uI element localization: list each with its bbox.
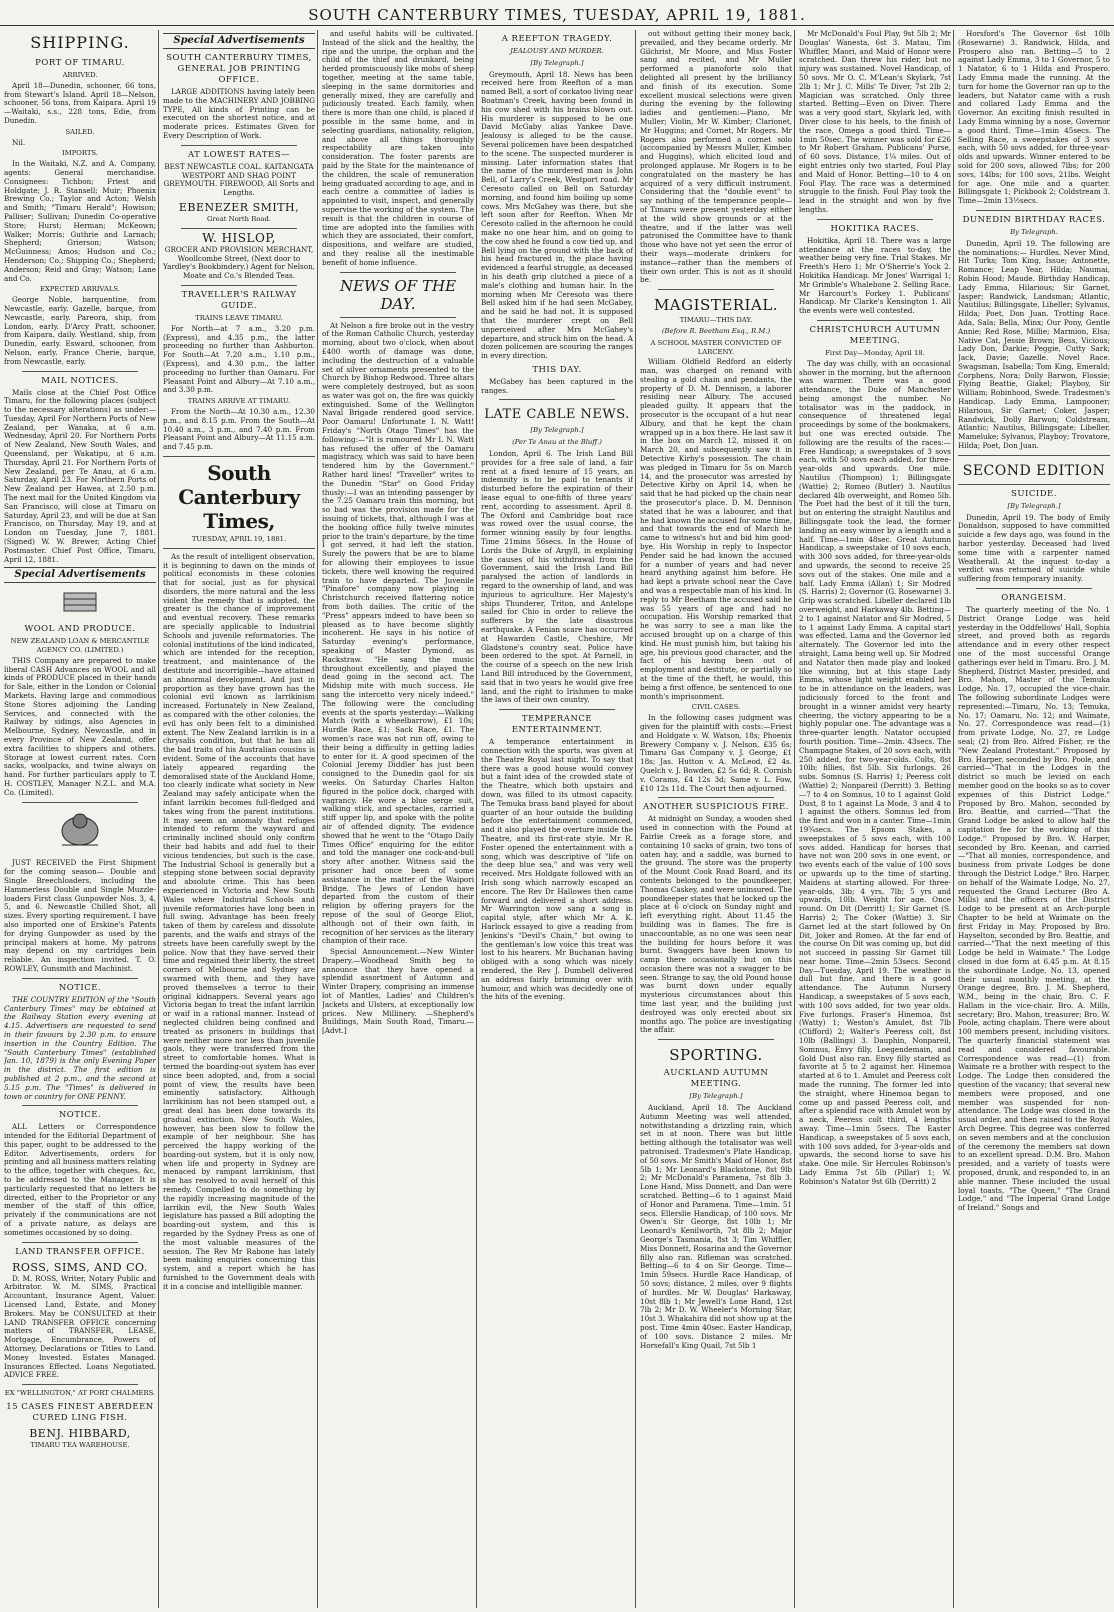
divider <box>181 228 297 229</box>
heading: MAIL NOTICES. <box>41 375 119 386</box>
article-text: Mr McDonald's Foul Play, 9st 5lb 2; Mr Douglas' Wanesta, 6st 3. Matau, Tim Whiffler, Maori, and Maid of Honor were scratched. Dan threw his rider, but no injury was sustained. Novel Handicap, of 50 sovs. Mr O. C. M'Lean's Skylark, 7st 2lb 1; Mr J. C. Mills' Te Diver, 7st 2lb 2; Magician was scratched. Only three started. Betting—Even on Diver. There was a very good start, Skylark led, with Diver close to his heels, to the finish of the race, Omega a good third. Time—1min 50sec. The winner was sold for £26 to Mr Robert Graham. Publicans' Purse, of 60 sovs. Distance, 1¼ miles. Out of eight entries only two started, Foul Play and Maid of Honor. Betting—10 to 4 on Foul Play. The race was a determined struggle to the finish. Foul Play took the lead in the straight and won by five lengths. <box>799 30 951 214</box>
subheading: TRAINS ARRIVE AT TIMARU. <box>187 397 291 406</box>
advert-text: LARGE ADDITIONS having lately been made to the MACHINERY AND JOBBING TYPE, All kinds of Printing can be executed on the shortest notice, and at moderate prices. Estimates Given for Every Description of Work. <box>163 87 315 140</box>
column-rule <box>953 30 954 1608</box>
article-text: Hokitika, April 18. There was a large attendance at the races to-day, the weather being very fine. Trial Stakes. Mr Freeth's Hero 1; Mr O'Sherrie's Yock 2. Hokitika Handicap. Mr Jones' Warrigal 1; Mr Grimble's Whalebone 2. Selling Race. Mr Harcourt's Forkey 1. Publicans' Handicap. Mr Clarke's Kensington 1. All the events were well contested. <box>799 235 951 316</box>
page-masthead: SOUTH CANTERBURY TIMES, TUESDAY, APRIL 19, 1881. <box>0 0 1114 26</box>
divider <box>181 145 297 146</box>
divider <box>22 1384 138 1385</box>
subheadline: CIVIL CASES. <box>691 703 741 712</box>
advert-text: BEST NEWCASTLE COAL. KAITANGATA WESTPORT AND SHAG POINT GREYMOUTH. FIREWOOD, All Sorts and Lengths. <box>163 161 315 198</box>
subheadline: JEALOUSY AND MURDER. <box>510 47 604 55</box>
heading: NOTICE. <box>58 982 102 993</box>
subheading: TRAINS LEAVE TIMARU. <box>195 313 283 322</box>
subheading: IMPORTS. <box>62 149 98 158</box>
column-2 <box>163 30 315 1294</box>
issue-date: TUESDAY, APRIL 19, 1881. <box>191 534 287 543</box>
gunsmith-illustration <box>4 807 156 856</box>
editorial-text: and useful habits will be cultivated. Instead of the slick and the healthy, the ripe and the unripe, the orphan and the child of the thief and drunkard, being herded promiscuously like mobs of sheep together, meeting at the same table, sleeping in the same dormitories and generally mixed, they are carefully and judiciously treated. Each family, when there is more than one child, is placed if possible in the same home, and in selecting guardians, nationality, religion, and above all things thoroughly respectability are taken into consideration. The foster parents are paid by the State for the maintenance of the children, the scale of remuneration being graduated according to age, and in each centre a committee of ladies is appointed to visit, inspect, and generally supervise the working of the system. The result is that the children in course of time are adopted into the families with which they are associated, their comfort, dispositions, and welfare are studied, and they realise all the inestimable benefit of home influence. <box>322 30 474 267</box>
column-rule <box>635 30 636 1608</box>
divider <box>340 272 456 273</box>
article-text: William Oldfield Redford an elderly man, was charged on remand with stealing a gold chain and pendants, the property of D. M. Dennison, a laborer residing near Albury. The accused pleaded guilty. It appears that the prosecutor is the occupant of a hut near Albury, and that he kept the chain wrapped up in a box there. He last saw it in the box on March 12, missed it on March 20, and subsequently saw it in Detective Kirby's possession. The chain was pledged in Timaru for 5s on March 14, and the prosecutor was arrested by Detective Kirby on April 14, when he said that he had picked up the chain near the prosecutor's place. D. M. Dennison stated that he was a labourer, and that he had known the accused for some time, and that towards the end of March he came to witness's hut and bid him good-bye. His Worship in reply to Inspector Pender said he had known the accused for a number of years and had never heard anything against him before. He had kept a private school near the Cave and was a respectable man of his kind. In reply to Mr Beetham the accused said he was 55 years of age and had no occupation. His Worship remarked that he was sorry to see a man like the accused brought up on a charge of this kind. He must punish him, but taking his age, his previous good character, and the fact of his having been out of employment and destitute, or partially so at the time of the theft, he would, this being a first offence, be sentenced to one month's imprisonment. <box>640 357 792 701</box>
notice-text: THE COUNTRY EDITION of the "South Canterbury Times" may be obtained at the Railway Station every evening at 4.15. Advertisers are requested to send in their favours by 2.30 p.m. to ensure insertion in the Country Edition. The "South Canterbury Times" (established Jan. 10, 1879) is the only Evening Paper in the district. The first edition is published at 2 p.m., and the second at 5.15 p.m. The "Times" is delivered in town or country for ONE PENNY. <box>4 994 156 1101</box>
divider <box>163 548 315 549</box>
article-text: Dunedin, April 19. The body of Emily Donaldson, supposed to have committed suicide a few days ago, was found in the harbor yesterday. Deceased had lived some time with a carpenter named Weatherall. At the inquest to-day a verdict was returned of suicide while suffering from temporary insanity. <box>958 512 1110 584</box>
article-text: At midnight on Sunday, a wooden shed used in connection with the Pound at Fairlie Creek as a forage store, and containing 10 sacks of grain, two tons of oaten hay, and a saddle, was burned to the ground. The store was the property of the Mount Cook Road Board, and its contents belonged to the poundkeeper, Thomas Caskey, and were uninsured. The poundkeeper states that he locked up the place at 6 o'clock on Sunday night and left everything right. About 11.45 the building was in flames. The fire is unaccountable, as no one was seen near the building for hours before it was burnt. Swaggers have been known to camp there occasionally but on this occasion there was not a swagger to be seen. Strange to say, the old Pound house was burnt down under equally mysterious circumstances about this time last year, and the building just destroyed was only erected about six months ago. The police are investigating the affair. <box>640 814 792 1035</box>
heading: WOOL AND PRODUCE. <box>24 624 136 635</box>
article-text: Horsford's The Governor 6st 10lb (Rosewarne) 3. Randwick, Hilda, and Prospero also ran. Betting—5 to 2 against Lady Emma, 3 to 1 Governor, 5 to 1 Natator, 6 to 1 Hilda and Prospero. Lady Emma made the running. At the turn for home the Governor ran up to the leaders, but Natator came with a rush and collared Lady Emma and the Governor. An exciting finish resulted in Lady Emma winning by a nose, Governor a good third. Time—1min 45secs. The Selling Race, a sweepstakes of 3 sovs each, with 50 sovs added, for three-year-olds and upwards. Winner entered to be sold for 200 sovs, allowed 7lbs; for 200 sovs, 14lbs; for 100 sovs, 21lbs. Weight for age. One mile and a quarter. Billingsgate 1; Pickbook 2; Coldstream 3. Time—2min 13½secs. <box>958 30 1110 206</box>
article-text: April 18—Dunedin, schooner, 66 tons, from Stewart's Island. April 18—Nelson, schooner, 56 tons, from Kaipara. April 19—Waitaki, s.s., 228 tons, Edie, from Dunedin. <box>4 80 156 125</box>
subheading: SAILED. <box>65 127 95 136</box>
divider <box>499 399 615 400</box>
headline: CHRISTCHURCH AUTUMN MEETING. <box>809 324 941 346</box>
section-title-news: NEWS OF THE DAY. <box>339 276 457 313</box>
article-text: At Nelson a fire broke out in the vestry of the Roman Catholic Church, yesterday morning, about two o'clock, when about £400 worth of damage was done, including the destruction of a valuable set of silver ornaments presented to the Church by Bishop Redwood. Three altars were completely destroyed, but as soon as water was got on, the fire was quickly extinguished. Some of the Wellington Naval Brigade rendered good service. Poor Oamaru! Unfortunate I. N. Watt! Friday's "North Otago Times" has the following:—"It is rumoured Mr I. N. Watt has refused the offer of the Oamaru magistracy, which was said to have been tendered him by the Government." Rather hard lines! "Traveller" writes to the Dunedin "Star" on Good Friday thusly:—I was an intending passenger by the 7.25 Oamaru train this morning, but so bad was the provision made for the issuing of tickets, that, although I was at the booking office fully twelve minutes prior to the train's departure, by the time I got served, it had left the station. Surely the powers that be are to blame for allowing their employees to issue tickets, there well knowing the required train to have departed. The Juvenile "Pinafore" company now playing in Christchurch received flattering notice from both dailies. The critic of the "Press" appears indeed to have been so pleased as to have become slightly incoherent. He says in his notice of Saturday evening's performance, speaking of Master Dymond, as Rackstraw. "He sang the music throughout excellently, and played the dead going in the second act. The Midship mite with much success. He sang the intercetto very nicely indeed." The following were the concluding events at the sports yesterday:—Walking Match (with a wheelbarrow), £1 10s; Hurdle Race, £1; Sack Race, £1. The women's race was not run off, owing to their being a difficulty in getting ladies to enter for it. A good specimen of the Colonial Jeremy Diddler has just been consigned to the Dunedin gaol for six weeks. On Saturday Charles Halton figured in the police dock, charged with vagrancy. He wore a blue serge suit, walking stick, and spectacles, carried a stiff upper lip, and spoke with the polite air of offended dignity. The evidence showed that he went to the "Otago Daily Times Office" enquiring for the editor and told the manager one cock-and-bull story after another. Witness said the prisoner had once been of some assistance in the matter of the Waipori Bridge. The Jews of London have departed from the custom of their religion by offering prayers for the repose of the soul of George Eliot, although not of their own faith, in recognition of her services as the literary champion of their race. <box>322 320 474 946</box>
column-1 <box>4 30 156 1452</box>
headline: HOKITIKA RACES. <box>830 223 920 234</box>
column-rule <box>476 30 477 1608</box>
headline: ANOTHER SUSPICIOUS FIRE. <box>643 802 789 813</box>
divider <box>22 371 138 372</box>
subheadline: First Day—Monday, April 18. <box>825 348 925 357</box>
divider <box>958 455 1110 456</box>
article-text: London, April 6. The Irish Land Bill provides for a free sale of land, a fair rent at a fixed tenure of 15 years, an indemnity is to be paid to tenants if disturbed before the expiration of their lease equal to one-fifth of three years' rent, according to assessment. April 8. The Oxford and Cambridge boat race was rowed over the usual course, the former winning easily by four lengths. Time 21mins 56secs. In the House of Lords the Duke of Argyll, in explaining the causes of his withdrawal from the Government, said the Irish Land Bill paralysed the action of landlords in regard to the ownership of land, and was injurious to agriculture. Her Majesty's ships Thunderer, Triton, and Antelope sailed for Chio in order to relieve the sufferers by the late disastrous earthquake. A Fenian scare has occurred at Hawarden Castle, Cheshire, Mr Gladstone's country seat. Police have been ordered to the spot. At Parnell, in the course of a speech on the new Irish Land Bill introduced by the Government, said that in two years he would give free land, and the right to Irishmen to make the laws of their own country. <box>481 449 633 705</box>
heading: NOTICE. <box>58 1110 102 1121</box>
headline: LATE CABLE NEWS. <box>484 407 630 423</box>
divider <box>958 484 1110 485</box>
merchant-sub: TIMARU TEA WAREHOUSE. <box>30 1441 130 1450</box>
divider <box>163 456 315 457</box>
headline: DUNEDIN BIRTHDAY RACES. <box>962 214 1106 225</box>
byline: [By Telegraph.] <box>530 426 584 435</box>
divider <box>976 588 1092 589</box>
article-text: The day was chilly, with an occasional shower in the morning, but the afternoon was warmer. There was a good attendance, the Duke of Manchester being amongst the number. No totalisator was in the paddock, in consequence of threatened legal proceedings by some of the bookmakers, but one was erected outside. The following are the results of the races:— Free Handicap; a sweepstakes of 3 sovs each, with 50 sovs each added, for three-year-olds and upwards. One mile. Nautilus (Thompson) 1; Billingsgate (Wattie) 2; Romeo (Butler) 3. Nautilus declared 4lb overweight, and Romeo 5lb. The Poet had the best of it till the turn, but on entering the straight Nautilus and Billingsgate took the lead, the former landing an easy winner by a length and a half. Time—1min 48sec. Great Autumn Handicap, a sweepstake of 10 sovs each, with 300 sovs added, for three-year-olds and upwards, the second to receive 25 sovs out of the stakes. One mile and a half. Lady Emma (Allan) 1; Sir Modred (S. Harris) 2; Governor (G. Rosewarne) 3. Grip was scratched. Libeller declared 1lb overweight, and Harkaway 4lb. Betting—2 to 1 against Natator and Sir Modred, 5 to 1 against Lady Emma. A capital start was effected. Lama and the Governor led alternately. The Governor led into the straight, Lama being well up. Sir Modred and Natator then made play and looked like winning, but at this stage Lady Emma, whose light weight enabled her to be in attendance on the leaders, was judiciously forced to the front and brought in a winner amidst very hearty cheering, the victory appearing to be a highly popular one. The advantage was a three-quarter length. Natator occupied fourth position. Time—2min. 43secs. The Champagne Stakes, of 20 sovs each, with 250 added, for two-year-olds. Colts, 8st 10lb; fillies, 8st 5lb. Six furlongs. 26 subs. Somnus (S. Harris) 1; Peeress colt (Wattie) 2; Nonpareil (Derritt) 3. Betting—7 to 4 on Somnus, 10 to 1 against Gold Dust, 8 to 1 against La Mode, 3 and 4 to 1 against the others. Somnus led from the first and won in a canter. Time—1min 19¾secs. The Epsom Stakes, a sweepstakes of 5 sovs each, with 100 sovs added. Handicap for horses that have not won 200 sovs in one event, or two events each of the value of 100 sovs or upwards up to the time of starting. Maidens at starting allowed. For three-year-olds, 3lb; 4 yrs, 7lb; 5 yrs and upwards, 10lb. Weight for age. Once round. On Dit (Derritt) 1; Sir Garnet (S. Harris) 2; The Coker (Wattie) 3. Sir Garnet led at the start followed by On Dit, Joker and Romeo. At the far end of the course On Dit was coming up, but did not succeed in passing Sir Garnet till near home. Time—2min 53secs. Second Day—Tuesday, April 19. The weather is dull but fine, and there is a good attendance. The Autumn Nursery Handicap, a sweepstakes of 5 sovs each, with 100 sovs added, for two year olds. Five furlongs. Fraser's Hinemoa, 8st (Watty) 1; Weston's Amulet, 8st 7lb (Clifford) 2; Walter's Peeress colt, 8st 10lb (Ballings) 3. Dauphin, Nonpareil, Somnus, Envy filly, Loegendemain, and Gold Dust also ran. Envy filly started as favorite at 5 to 2 against her. Hinemoa started at 6 to 1. Amulet and Peeress colt made the running. The former led into the straight, where Hinemoa began to come up and passed Peeress colt, and after a splendid race with Amulet won by a neck, Peeress colt third, 4 lengths away. Time—1min 5secs. The Easter Handicap, a sweepstakes of 5 sovs each, with 100 sovs added, for 3-year-olds and upwards, the second horse to save his stake. One mile. Sir Hercules Robinson's Lady Emma 7st 5lb (Pillar) 1; W. Robinson's Natator 9st 6lb (Derritt) 2 <box>799 358 951 1186</box>
advert-text: D. M. ROSS, Writer, Notary Public and Arbitrator. W. M. SIMS, Practical Accountant, Insurance Agent, Valuer. Licensed Land, Estate, and Money Brokers. May be CONSULTED at their LAND TRANSFER OFFICE concerning matters of TRANSFER, LEASE, Mortgage, Encumbrance, Powers of Attorney, Declarations or Titles to Land. Money Invested. Estates Managed. Insurances Effected. Loans Negotiated. ADVICE FREE. <box>4 1273 156 1380</box>
divider <box>499 709 615 710</box>
merchant-name: BENJ. HIBBARD, <box>29 1427 131 1441</box>
article-text: Nil. <box>12 137 26 147</box>
column-rule <box>317 30 318 1608</box>
column-6 <box>799 30 951 1189</box>
article-text: In the following cases judgment was given for the plaintiff with costs:—Friest and Holdgate v. W. Watson, 18s; Phoenix Brewery Company v. J. Nelson, £35 6s; Timaru Gas Company v. J. George, £1 18s; Jas. Hutton v. A. McLeod, £2 4s. Quelch v. J. Bowden, £2 5s 6d; R. Cornish v. Corams, £4 12s 3d; Same v. L. Fow, £10 12s 11d. The Court then adjourned. <box>640 713 792 793</box>
article-text: Auckland, April 18. The Auckland Autumn Meeting was well attended, notwithstanding a drizzling rain, which set in at noon. There was but little betting although the totalisator was well patronised. Tradesmen's Plate Handicap, of 50 sovs. Mr Smith's Maid of Honor, 8st 5lb 1; Mr Leonard's Blackstone, 8st 9lb 2; Mr McDonald's Paramena, 7st 8lb 3. Lone Hand, Miss Donnett, and Dan were scratched. Betting—6 to 1 against Maid of Honor and Paramena. Time—1min. 51 secs. Ellerslie Handicap, of 100 sovs. Mr Owen's Sir George, 8st 10lb 1; Mr Leonard's Kenilworth, 7st 8lb 2; Major George's Tasmania, 8st 3; Tim Whiffler, Miss Donnett, Rosarina and the Governor filly also ran. Rifleman was scratched. Betting—6 to 4 on Sir George. Time—1min 59secs. Hurdle Race Handicap, of 50 sovs; distance, 2 miles, over 9 flights of hurdles. Mr W. Douglas' Harkaway, 10st 8lb 1; Mr Jewell's Lone Hand, 12st 7lb 2; Mr D. W. Wheeler's Morning Star, 10st 3. Whakahira did not show up at the post. Time 4min 40sec. Easter Handicap, of 100 sovs. Distance 2 miles. Mr Horsefall's King Quail, 7st 5lb 1 <box>640 1103 792 1350</box>
article-text: Greymouth, April 18. News has been received here from Reefton of a man named Bell, a sort of cockatoo living near Boatman's Creek, having been found in his cow shed with his brains blown out. His murderer is supposed to be one David McGaby alias Yankee Dave. Jealousy is alleged to be the cause. Several policemen have been despatched to the scene. The suspected murderer is missing. Later information states that the name of the murdered man is John Bell, of Larry's Creek, Westport road. Mr Ceresoto called on Bell on Saturday morning, and found him boiling up some cows. Mrs McGahey was there, but she left soon after for Reefton. When Mr Ceresoto called in the afternoon he could make no one hear him, and on going to the cow shed he found a cow tied up, and Bell lying on the ground with the back of his head fractured in, the place having evidenced a fearful struggle, as deceased in his death grip clutched a piece of a male's clothing and human hair. In the morning when Mr Ceresoto was there Bell asked him if he had seen McGabey, and he said he had not. It is supposed that the murderer crept on Bell unperceived after Mrs McGahey's departure, and struck him on the head. A dozen policemen are scouring the ranges in every direction. <box>481 69 633 361</box>
divider <box>181 285 297 286</box>
section-banner: Special Advertisements <box>4 567 156 583</box>
article-text: The quarterly meeting of the No. 1 District Orange Lodge was held yesterday in the Oddfellows' Hall, Sophia street, and proved both as regards attendance and in every other respect one of the most successful Orange gatherings ever held in Timaru. Bro. J. M. Shepherd, District Master, presided, and Bro. Mahon, Master of the Temuka Lodge, No. 17, occupied the vice-chair. The following subordinate Lodges were represented:—Timaru, No. 13; Temuka, No. 17; Oamaru, No. 12; and Waimate, No. 27. Correspondence was read—(1) from private Lodge, No. 27, re Lodge seal; (2) from Bro. Alfred Fisher, re the "New Zealand Protestant." Proposed by Bro. Harper, seconded by Bro. Poole, and carried—"That in the Lodges in the district so much be levied on each member good on the books so as to cover expenses of this District Lodge." Proposed by Bro. Mahon, seconded by Bro. Beattie, and carried—"That the Grand Lodge be asked to allow half the capitation fee for the working of this Lodge." Proposed by Bro. W. Harper, seconded by Bro. Keenan, and carried—"That all monies, correspondence, and business from private Lodges be done through the District Lodge." Bro. Harper, on behalf of the Waimate Lodge, No. 27, requested the Grand Lecturer (Bro A. Mills) and the officers of the District Lodge to be present at an Arch-purple Chapter to be held at Waimate on the first Friday in May. Proposed by Bro. Hayselton, seconded by Bro. Beattie, and carried—"That the next meeting of this Lodge be held in Waimate." The Lodge closed in due form at 6.45 p.m. At 8.15 the subordinate Lodge, No. 13, opened their usual monthly meeting, at the Orange degree, Bro. J. M. Shepherd, W.M., being in the chair, Bro. C. F. Hallam in the vice-chair. Bro. A. Mills, secretary; Bro. Mahon, treasurer; Bro. W. Poole, acting chaplain. There were about 100 members present, including visitors. The quarterly financial statement was read and considered favourable. Correspondence was read—(1) from Waimate re a brother with respect to the Lodge. The Lodge then considered the question of the vacancy; that several new members were proposed, and one member was suspended for non-attendance. The Lodge was closed in the usual order, and then raised to the Royal Arch Degree. This degree was conferred on seven members and at the conclusion of the ceremony the members sat down to an excellent spread. D.M. Bro. Mahon presided, and a variety of toasts were proposed, drunk, and responded to, in an able manner. These included the usual loyal toasts, "The Queen," "The Grand Lodge," and "The Imperial Grand Lodge of Ireland." Songs and <box>958 605 1110 1213</box>
headline: AUCKLAND AUTUMN MEETING. <box>663 1068 769 1090</box>
article-text: A temperance entertainment in connection with the sports, was given at the Theatre Royal last night. To say that there was a good house would convey but a faint idea of the crowded state of the Theatre, which both upstairs and down, was filled to its utmost capacity. The Temuka brass band played for about quarter of an hour outside the building before the entertainment commenced, and it also played the overture inside the Theatre, and its first-rate style. Mr R. Foster opened the entertainment with a song, which was descriptive of "life on the deep blue sea," and was very well received. Mrs Holdgate followed with an Irish song which narrowly escaped an encore. The Rev Dr Hallowes then came forward and delivered a short address. Mr Warrington now sang a song in capital style, after which Mr A. K. Harlock essayed to give a reading from Jenkins's "Devil's Chain," but owing to the gentleman's low voice this treat was lost to his hearers. Mr Buchanan having obliged with a song which was nicely rendered, the Rev J. Dumbell delivered an address fairly brimming over with humour, and which was decidedly one of the hits of the evening. <box>481 737 633 1002</box>
heading: AT LOWEST RATES— <box>187 149 291 160</box>
headline: ORANGEISM. <box>1001 593 1067 604</box>
column-5 <box>640 30 792 1352</box>
subheading: EXPECTED ARRIVALS. <box>40 285 120 294</box>
divider <box>658 797 774 798</box>
byline: [By Telegraph.] <box>1007 501 1061 510</box>
heading: LAND TRANSFER OFFICE. <box>15 1246 145 1257</box>
notice-text: ALL Letters or Correspondence intended for the Editorial Department of this paper, ought to be addressed to the Editor. Advertisements, orders for printing and all business matters relating to the office, together with cheques, &c, to be addressed to the Manager. It is particularly requested that no letters be directed, either to the Proprietor or any member of the staff of this office, privately if the communications are not of a private nature, as delays are sometimes occasioned by so doing. <box>4 1122 156 1237</box>
advert-text: GROCER AND PROVISION MERCHANT, Woollcombe Street, (Next door to Yardley's Bookbindery.) Agent for Nelson, Moate and Co.'s Blended Teas. <box>163 244 315 281</box>
article-text: Mails close at the Chief Post Office Timaru, for the following places (subject to the necessary alterations) as under:— Tuesday, April For Northern Ports of New Zealand, per Wanaka, at 6 a.m. Wednesday, April 20. For Northern Ports of New Zealand, New South Wales, and Queensland, per Wakatipu, at 6 a.m. Thursday, April 21. For Northern Ports of New Zealand, per Te Anau, at 6 a.m. Saturday, April 23. For Northern Ports of New Zealand per Hawea, at 2.50 p.m. The next mail for the United Kingdom via San Francisco, will close at Timaru on Saturday, April 23, and will be due at San Francisco, on Thursday, May 19, and at London on Tuesday, June 7, 1881. (Signed) W. W. Brewer, Acting Chief Postmaster. Chief Post Office, Timaru, April 12, 1881. <box>4 387 156 564</box>
subheadline: TIMARU—THIS DAY. <box>679 316 753 325</box>
heading: TRAVELLER'S RAILWAY GUIDE. <box>181 289 297 311</box>
merchant-sub: Great North Road. <box>207 214 271 223</box>
byline: [By Telegraph.] <box>530 58 584 67</box>
section-title-shipping: SHIPPING. <box>30 33 130 52</box>
firm-name: ROSS, SIMS, AND CO. <box>12 1260 148 1274</box>
column-rule <box>158 30 159 1608</box>
advert-text: Special Announcement.—New Winter Drapery.—Woodhead Smith beg to announce that they have opened a splendid assortment of Autumn and Winter Drapery, comprising an immense lot of Mantles, Ladies' and Children's Jackets and Ulsters, at exceptionally low prices. New Millinery. —Shepherd's Buildings, Main South Road, Timaru.—[Advt.] <box>322 947 474 1036</box>
headline: MAGISTERIAL. <box>653 296 779 315</box>
headline: TEMPERANCE ENTERTAINMENT. <box>511 714 603 736</box>
byline: [By Telegraph.] <box>689 1092 743 1101</box>
wool-bale-illustration <box>4 589 156 618</box>
subheadline: A SCHOOL MASTER CONVICTED OF LARCENY. <box>650 338 782 356</box>
divider <box>22 1242 138 1243</box>
heading: SOUTH CANTERBURY TIMES, GENERAL JOB PRINTING OFFICE. <box>166 53 312 85</box>
divider <box>817 320 933 321</box>
heading: PORT OF TIMARU. <box>35 58 125 68</box>
byline: (Before R. Beetham Esq., R.M.) <box>661 326 771 335</box>
timetable-text: From the North—At 10.30 a.m., 12.30 p.m., and 8.15 p.m. From the South—At 10.40 a.m., 3 p.m., and 7.40 p.m. From Pleasant Point and Albury—At 11.15 a.m. and 7.45 p.m. <box>163 406 315 452</box>
headline: SUICIDE. <box>1011 488 1057 499</box>
column-4 <box>481 30 633 1004</box>
article-text: Dunedin, April 19. The following are the nominations:— Hurdles. Never Mind, Hit Turks; Tom King, Issue; Antonette, Romance; Leap Year, Hilda; Naumai, Robin Hood; Maude. Birthday Handicap. Lady Emma, Hilarious; Sir Garnet, Jasper; Randwick, Landsman; Atlantic, Nautilus; Billingsgate, Libeller; Sylvanus, Hilda; Poet, Don Juan. Trotting Race. Ada, Sala; Bella, Minx; Our Pony, Gentle Annie; Red Rose, Millie; Marmion, Elsa; Native Cat, Jessie Brown; Bess, Vicious; Lady Don, Darkie; Peggie, Cutty Sark; Jack, Davie; Gazelle. Novel Race. Swagsman, Isabella; Tom King, Emerald; Corphens, Nora; Dolly Barwon, Flossie; Flying Beattie, Giakel; Playboy, Sir William; Robinhood, Swede. Tradesmen's Handicap. Lady Emma, Lampooner; Hilarious, Sir Garnet; Coker, Jasper; Randwick, Dolly Barwon; Coldstream, Atlantic; Nautilus, Billingsgate; Libeller, Mameluke; Sylvanus, Playboy; Trovatore, Hilda; Poet, Don Juan. <box>958 238 1110 451</box>
subheadline: (Per Te Anau at the Bluff.) <box>512 438 602 447</box>
byline: By Telegraph. <box>1010 227 1058 236</box>
advert-text: 15 CASES FINEST ABERDEEN CURED LING FISH. <box>6 1402 154 1424</box>
editorial-text: As the result of intelligent observation, it is beginning to dawn on the minds of political economists in these colonies that for social, just as for physical disorders, the more natural and the less violent the remedy that is adopted, the greater is the chance of improvement and eventual recovery. These remarks are specially applicable to Industrial Schools and juvenile reformatories. The colonial institutions of the kind indicated, which are intended for the reception, treatment, and maintenance of the destitute and incorrigible—have attained an abnormal development. And just in proportion as they have grown has the colonial evil known as larrikinism increased. Fortunately in New Zealand, as compared with the other colonies, the evil has only been felt to a diminished extent. The New Zealand larrikin is in a chrysalis condition, but that he has all the bad traits of his Australian cousins is evident. Some of the accounts that have lately appeared regarding the demoralised state of the Auckland Home, too clearly indicate what society in New Zealand may safely anticipate when the infant larrikin becomes full-fledged and takes wing from the parent institutions. It may seem an anomaly that refuges intended to reform the wayward and criminally inclined should only confirm their bad habits and add fuel to their vicious tendencies, but such is the case. The Industrial School is generally but a stepping stone between social depravity and absolute crime. This has been experienced in Victoria and New South Wales where Industrial Schools and juvenile reformatories have long been in full swing. Advantage has been freely taken of them by careless and dissolute parents, and the waifs and strays of the streets have been carefully swept by the police. Now that they have served their time and regained their liberty, the street corners of Melbourne and Sydney are swarmed with them, and they have proved themselves a terror to their original kidnappers. Several years ago Victoria began to treat the infant larrikin or waif in a rational manner. Instead of neglected children being confined and treated as prisoners in buildings that were neither more nor less than juvenile gaols, they were transferred from the street to comfortable homes. What is termed the boarding-out system has ever since been adopted, and, from a social point of view, the results have been eminently satisfactory. Although larrikinism has not been stamped out, a great deal has been done towards its gradual extinction. New South Wales, however, has been slow to follow the example of her neighbour. She has perceived the happy working of the boarding-out system, but it is only now, when life and property in Sydney are menaced by rampant larrikinism, that she has resolved to avail herself of this remedy. Compelled to do something by the rapidly increasing magnitude of the larrikin evil, the New South Wales legislature has passed a Bill adopting the boarding-out system, and this is regarded by the Sydney Press as one of the most valuable measures of the session. The Rev Mr Rabone has lately been making enquiries concerning this system, and a report which he has furnished to the Government deals with it in a concise and intelligible manner. <box>163 551 315 1291</box>
article-text: out without getting their money back, prevailed, and they became orderly. Mr Gilchrist, Mr Moore, and Miss Foster sang and recited, and Mr Muller performed a pianoforte solo that delighted all present by the brilliancy and finish of its execution. Some excellent musical selections were given during the evening by the following ladies and gentlemen:—Piano, Mr Muller; Violin, Mr W. Kimber; Clarionet, Mr Huggins; and Cornet, Mr Rogers. Mr Rogers also performed a cornet solo (accompanied by Messrs Muller, Kimber, and Huggins), which elicited loud and prolonged applause. Mr Rogers is to be congratulated on the mastery he has acquired of a very difficult instrument. Considering that the "double event" to say nothing of the temperance people—of Timaru were present yesterday either at the wild show grounds or at the theatre, and if the latter was well patronised the Committee have to thank those who have not yet seen the error of their ways—moderate drinkers for instance—rather than the members of their own order. This is not as it should be. <box>640 30 792 285</box>
headline: A REEFTON TRAGEDY. <box>501 34 613 44</box>
merchant-name: EBENEZER SMITH, <box>178 200 300 214</box>
timetable-text: For North—at 7 a.m., 3.20 p.m. (Express), and 4.35 p.m., the latter proceeding no further than Ashburton. For South—At 7.20 a.m., 1.10 p.m., (Express), and 4.30 p.m., the latter proceeding no further than Oamaru. For Pleasant Point and Albury—At 7.10 a.m., and 3.30 p.m. <box>163 323 315 395</box>
subheading: EX "WELLINGTON," AT PORT CHALMERS. <box>4 1389 156 1398</box>
column-3 <box>322 30 474 1038</box>
column-rule <box>794 30 795 1608</box>
article-text: George Noble, barquentine, from Newcastle, early. Gazelle, barque, from Newcastle, early. Pareora, ship, from London, early. D'Arcy Pratt, schooner, from Kaipara, daily. Westland, ship, from Dunedin, early. Esward, schooner, from Nelson, early. France Cherie, barque, from Newcastle, early. <box>4 295 156 366</box>
subheading: ARRIVED. <box>62 71 98 79</box>
divider <box>340 317 456 318</box>
divider <box>22 978 138 979</box>
column-7 <box>958 30 1110 1215</box>
merchant-name: W. HISLOP, <box>202 230 276 245</box>
newspaper-logo: South Canterbury Times, <box>178 460 300 533</box>
subheading: NEW ZEALAND LOAN & MERCANTILE AGENCY CO. (LIMITED.) <box>10 637 150 655</box>
divider <box>658 289 774 290</box>
advert-text: JUST RECEIVED the First Shipment for the coming season— Double and Single Breechloaders, including the Hammerless Double and Single Muzzle-loaders First class Gunpowder Nos. 3, 4, 5, and 6. Newcastle Chilled Shot, all sizes. Every sporting requirement. I have also imported one of Erskine's Patents for drying Gunpowder as used by the principal makers at home. My patrons may depend on my cartridges bein reliable. An inspection invited. T. O. ROWLEY, Gunsmith and Machinist. <box>4 858 156 973</box>
divider <box>976 210 1092 211</box>
divider <box>817 219 933 220</box>
section-title-second-edition: SECOND EDITION <box>962 462 1106 479</box>
article-text: McGabey has been captured in the ranges. <box>481 376 633 395</box>
headline: THIS DAY. <box>532 364 582 375</box>
divider <box>22 1105 138 1106</box>
section-banner: Special Advertisements <box>163 33 315 49</box>
section-title-sporting: SPORTING. <box>669 1046 763 1065</box>
advert-text: THIS Company are prepared to make liberal CASH Advances on WOOL and all kinds of PRODUCE placed in their hands for Sale, either in the London or Colonial Markets. Having large and commodious Stone Stores adjoining the Landing Services, and connected with the Railway by sidings, also Agencies in Melbourne, Sydney, Newcastle, and in every Province of New Zealand, offer extra facilities to shippers and others. Storage at lowest current rates. Corn sacks, woolpacks, and twine always on hand. For further particulars apply to T. H. COSTLEY, Manager N.Z.L. and M.A. Co. (Limited). <box>4 655 156 797</box>
divider <box>22 802 138 803</box>
divider <box>658 1039 774 1040</box>
article-text: In the Waitaki, N.Z. and A. Company, agents: General merchandise. Consignees: Tichbon; Friest and Holdgate; J. R. Stansell; Muir; Phoenix Brewing Co.; Taylor and Acton; Welsh and Smith; "Timaru Herald"; Howison; Palliser; Sullivan; Dunedin Co-operative Store; Hurst; Herman; McKeown; Walker; Morris; Guthrie and Larnach; Shepherd; Grierson; Watson; McGuinness; Amos; Hudson and Co.; Henderson; Co.; Shipping Co.; Shepherd; Anderson; Reid and Gray; Watson; Lane and Co. <box>4 159 156 283</box>
